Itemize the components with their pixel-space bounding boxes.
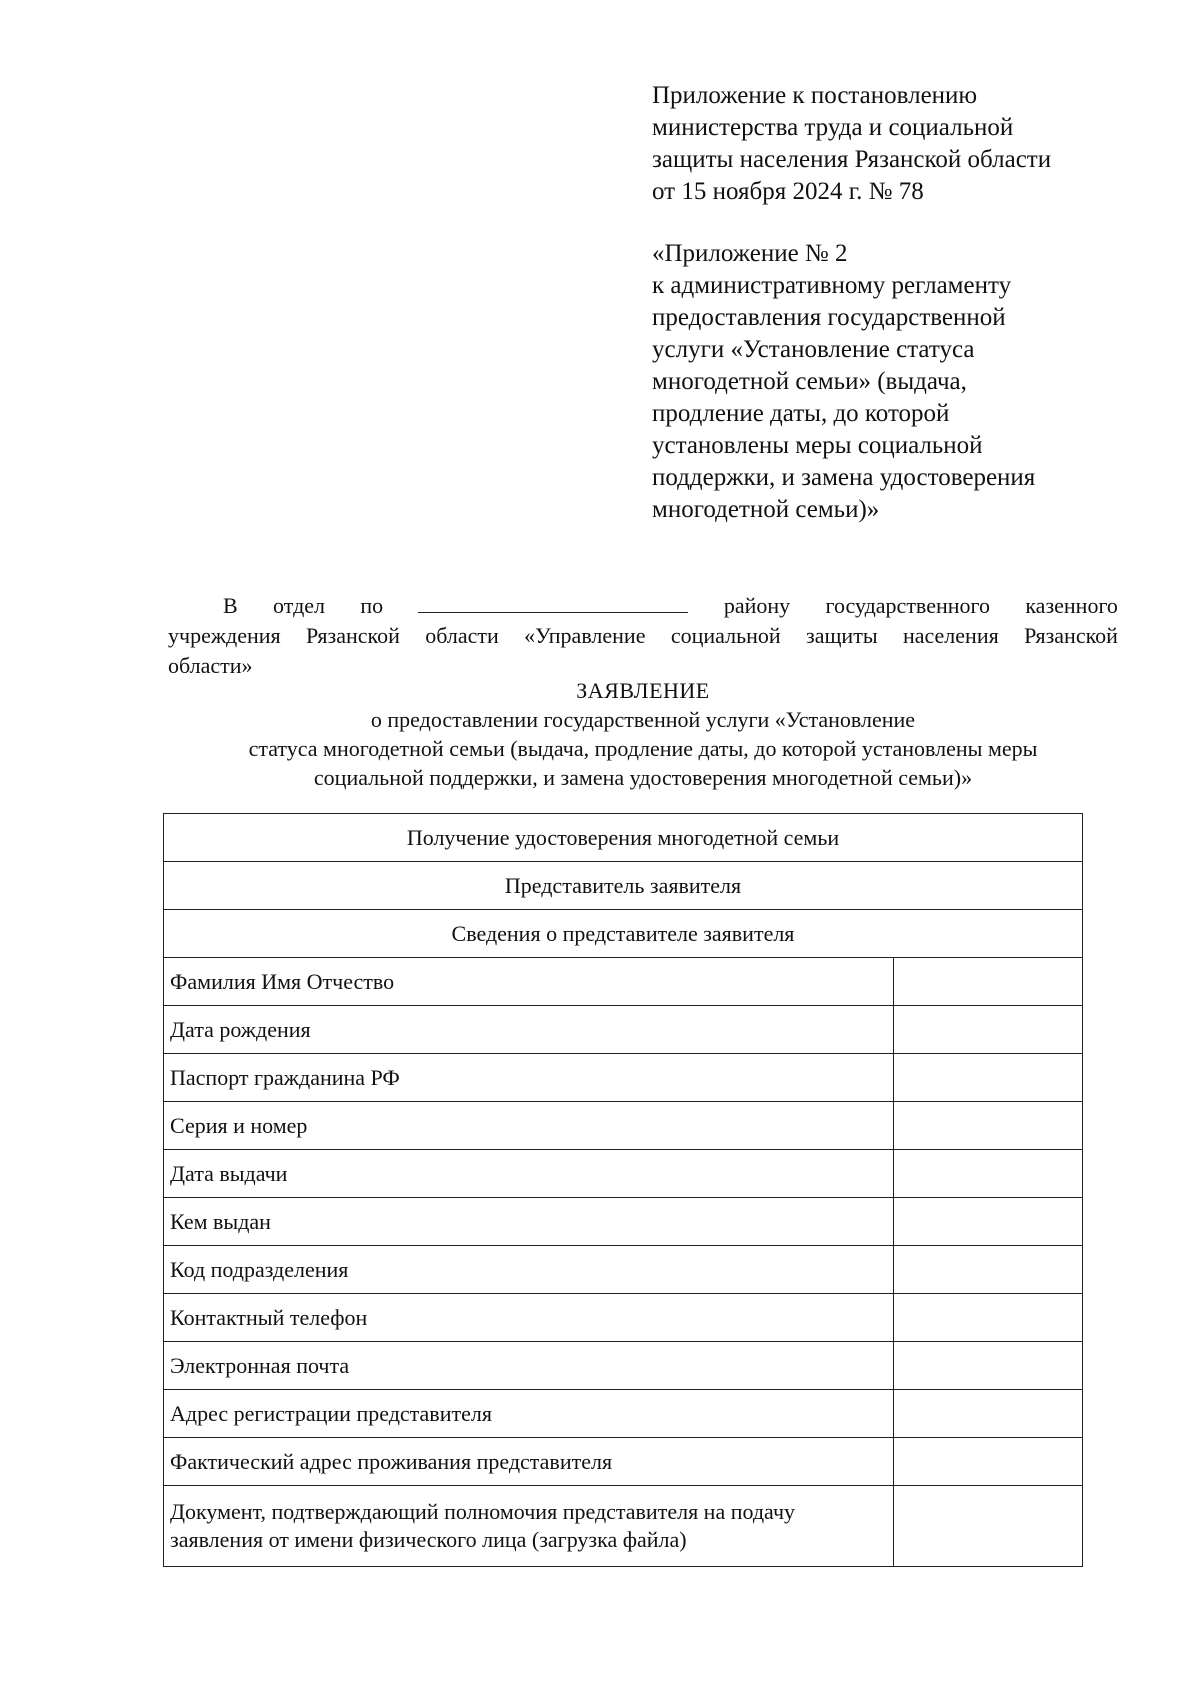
table-row — [164, 1294, 1083, 1342]
addr-word: социальной — [670, 623, 781, 648]
addr-word: В — [223, 593, 238, 618]
field-label — [164, 1486, 894, 1567]
table-row — [164, 1438, 1083, 1486]
field-value-cell[interactable] — [894, 1438, 1083, 1486]
appendix-line: «Приложение № 2 — [652, 240, 848, 267]
addr-word: району — [723, 593, 791, 618]
appendix-line: установлены меры социальной — [652, 432, 983, 459]
appendix-line: министерства труда и социальной — [652, 114, 1014, 141]
district-blank-field[interactable] — [418, 590, 688, 613]
table-row — [164, 1246, 1083, 1294]
field-label: Адрес регистрации представителя — [164, 1390, 894, 1438]
table-row — [164, 1150, 1083, 1198]
addressee-line-1 — [168, 590, 1118, 621]
appendix-line: многодетной семьи» (выдача, — [652, 368, 967, 395]
appendix-resolution-block — [652, 80, 1122, 208]
addr-word: казенного — [1025, 593, 1118, 618]
field-value-cell[interactable] — [894, 1390, 1083, 1438]
addr-word: по — [360, 593, 384, 618]
field-label: Серия и номер — [164, 1102, 894, 1150]
table-row — [164, 1102, 1083, 1150]
field-value-cell[interactable] — [894, 1342, 1083, 1390]
field-label: Фактический адрес проживания представителя — [164, 1438, 894, 1486]
addr-word: отдел — [273, 593, 326, 618]
field-value-cell[interactable] — [894, 1294, 1083, 1342]
field-label: Паспорт гражданина РФ — [164, 1054, 894, 1102]
heading-line: социальной поддержки, и замена удостоверения многодетной семьи)» — [313, 765, 973, 790]
table-header-cell: Сведения о представителе заявителя — [164, 910, 1083, 958]
table-header-cell: Получение удостоверения многодетной семьи — [164, 814, 1083, 862]
heading-line: о предоставлении государственной услуги «Установление — [370, 707, 916, 732]
table-row — [164, 1342, 1083, 1390]
addr-word: Рязанской — [1024, 623, 1118, 648]
field-value-cell[interactable] — [894, 1198, 1083, 1246]
appendix-line: предоставления государственной — [652, 304, 1006, 331]
field-label: Код подразделения — [164, 1246, 894, 1294]
addr-word: защиты — [806, 623, 878, 648]
addr-word: «Управление — [524, 623, 646, 648]
table-row — [164, 1486, 1083, 1567]
page-title: ЗАЯВЛЕНИЕ — [576, 678, 710, 703]
table-header-row — [164, 814, 1083, 862]
addressee-line-2 — [168, 621, 1118, 651]
addr-word: Рязанской — [306, 623, 400, 648]
file-upload-cell[interactable] — [894, 1486, 1083, 1567]
appendix-line: продление даты, до которой — [652, 400, 950, 427]
table-row — [164, 1198, 1083, 1246]
field-label: Контактный телефон — [164, 1294, 894, 1342]
table-header-row — [164, 910, 1083, 958]
field-value-cell[interactable] — [894, 1006, 1083, 1054]
table-row — [164, 1054, 1083, 1102]
addr-word: учреждения — [168, 623, 281, 648]
appendix-line: к административному регламенту — [652, 272, 1012, 299]
appendix-regulation-block — [652, 238, 1122, 526]
addr-word: государственного — [825, 593, 990, 618]
field-label: Фамилия Имя Отчество — [164, 958, 894, 1006]
field-label-line: заявления от имени физического лица (загрузка файла) — [170, 1527, 687, 1552]
field-label-line: Документ, подтверждающий полномочия представителя на подачу — [170, 1499, 796, 1524]
field-label: Дата выдачи — [164, 1150, 894, 1198]
field-value-cell[interactable] — [894, 1246, 1083, 1294]
application-heading — [168, 676, 1118, 792]
addr-word: области — [425, 623, 499, 648]
appendix-note — [652, 80, 1122, 526]
appendix-line: многодетной семьи)» — [652, 496, 880, 523]
appendix-line: защиты населения Рязанской области — [652, 146, 1052, 173]
table-row — [164, 1390, 1083, 1438]
field-value-cell[interactable] — [894, 1054, 1083, 1102]
table-row — [164, 1006, 1083, 1054]
field-value-cell[interactable] — [894, 1102, 1083, 1150]
table-header-cell: Представитель заявителя — [164, 862, 1083, 910]
field-value-cell[interactable] — [894, 958, 1083, 1006]
field-value-cell[interactable] — [894, 1150, 1083, 1198]
appendix-line: поддержки, и замена удостоверения — [652, 464, 1036, 491]
field-label: Дата рождения — [164, 1006, 894, 1054]
representative-form-table — [163, 813, 1083, 1567]
field-label: Электронная почта — [164, 1342, 894, 1390]
table-row — [164, 958, 1083, 1006]
field-label: Кем выдан — [164, 1198, 894, 1246]
appendix-line: от 15 ноября 2024 г. № 78 — [652, 178, 924, 205]
table-header-row — [164, 862, 1083, 910]
addr-word: населения — [902, 623, 999, 648]
addressee-line-3: области» — [168, 653, 253, 678]
addressee-block — [168, 590, 1118, 681]
heading-line: статуса многодетной семьи (выдача, продление даты, до которой установлены меры — [248, 736, 1038, 761]
appendix-line: Приложение к постановлению — [652, 82, 978, 109]
appendix-line: услуги «Установление статуса — [652, 336, 975, 363]
